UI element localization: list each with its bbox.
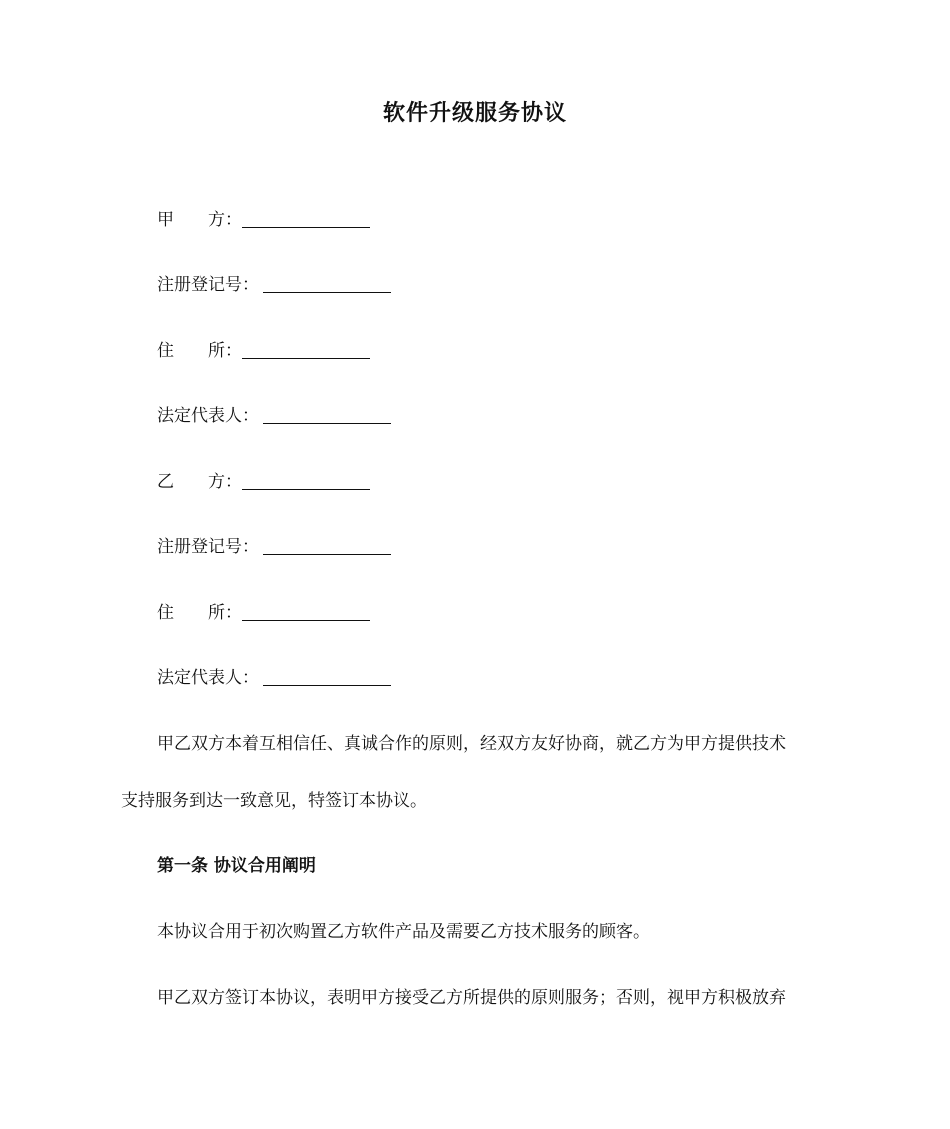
party-b-field [157,469,370,495]
party-a-registration-blank [263,272,391,293]
preamble-line-1: 甲乙双方本着互相信任、真诚合作的原则，经双方友好协商，就乙方为甲方提供技术 [157,734,786,754]
party-a-registration-field [157,272,391,298]
party-b-registration-field [157,534,391,560]
party-a-legal-rep-blank [263,403,391,424]
party-a-field [157,207,370,233]
party-a-legal-rep-field [157,403,391,429]
party-b-registration-label: 注册登记号： [157,537,259,557]
party-b-legal-rep-label: 法定代表人： [157,668,259,688]
party-a-legal-rep-label: 法定代表人： [157,406,259,426]
article-1-heading: 第一条 协议合用阐明 [157,856,316,876]
party-b-registration-blank [263,534,391,555]
document-title: 软件升级服务协议 [382,101,567,126]
article-1-paragraph-2: 甲乙双方签订本协议，表明甲方接受乙方所提供的原则服务；否则，视甲方积极放弃 [157,988,786,1008]
party-b-address-label: 住 所： [157,603,242,623]
party-b-label: 乙 方： [157,472,242,492]
party-b-address-field [157,600,370,626]
party-a-address-label: 住 所： [157,341,242,361]
party-b-blank [242,469,370,490]
party-a-label: 甲 方： [157,210,242,230]
article-1-paragraph-1: 本协议合用于初次购置乙方软件产品及需要乙方技术服务的顾客。 [157,922,650,942]
party-a-blank [242,207,370,228]
party-b-legal-rep-field [157,665,391,691]
party-b-legal-rep-blank [263,665,391,686]
party-a-address-blank [242,338,370,359]
party-a-address-field [157,338,370,364]
party-b-address-blank [242,600,370,621]
preamble-line-2: 支持服务到达一致意见，特签订本协议。 [121,791,427,811]
party-a-registration-label: 注册登记号： [157,275,259,295]
